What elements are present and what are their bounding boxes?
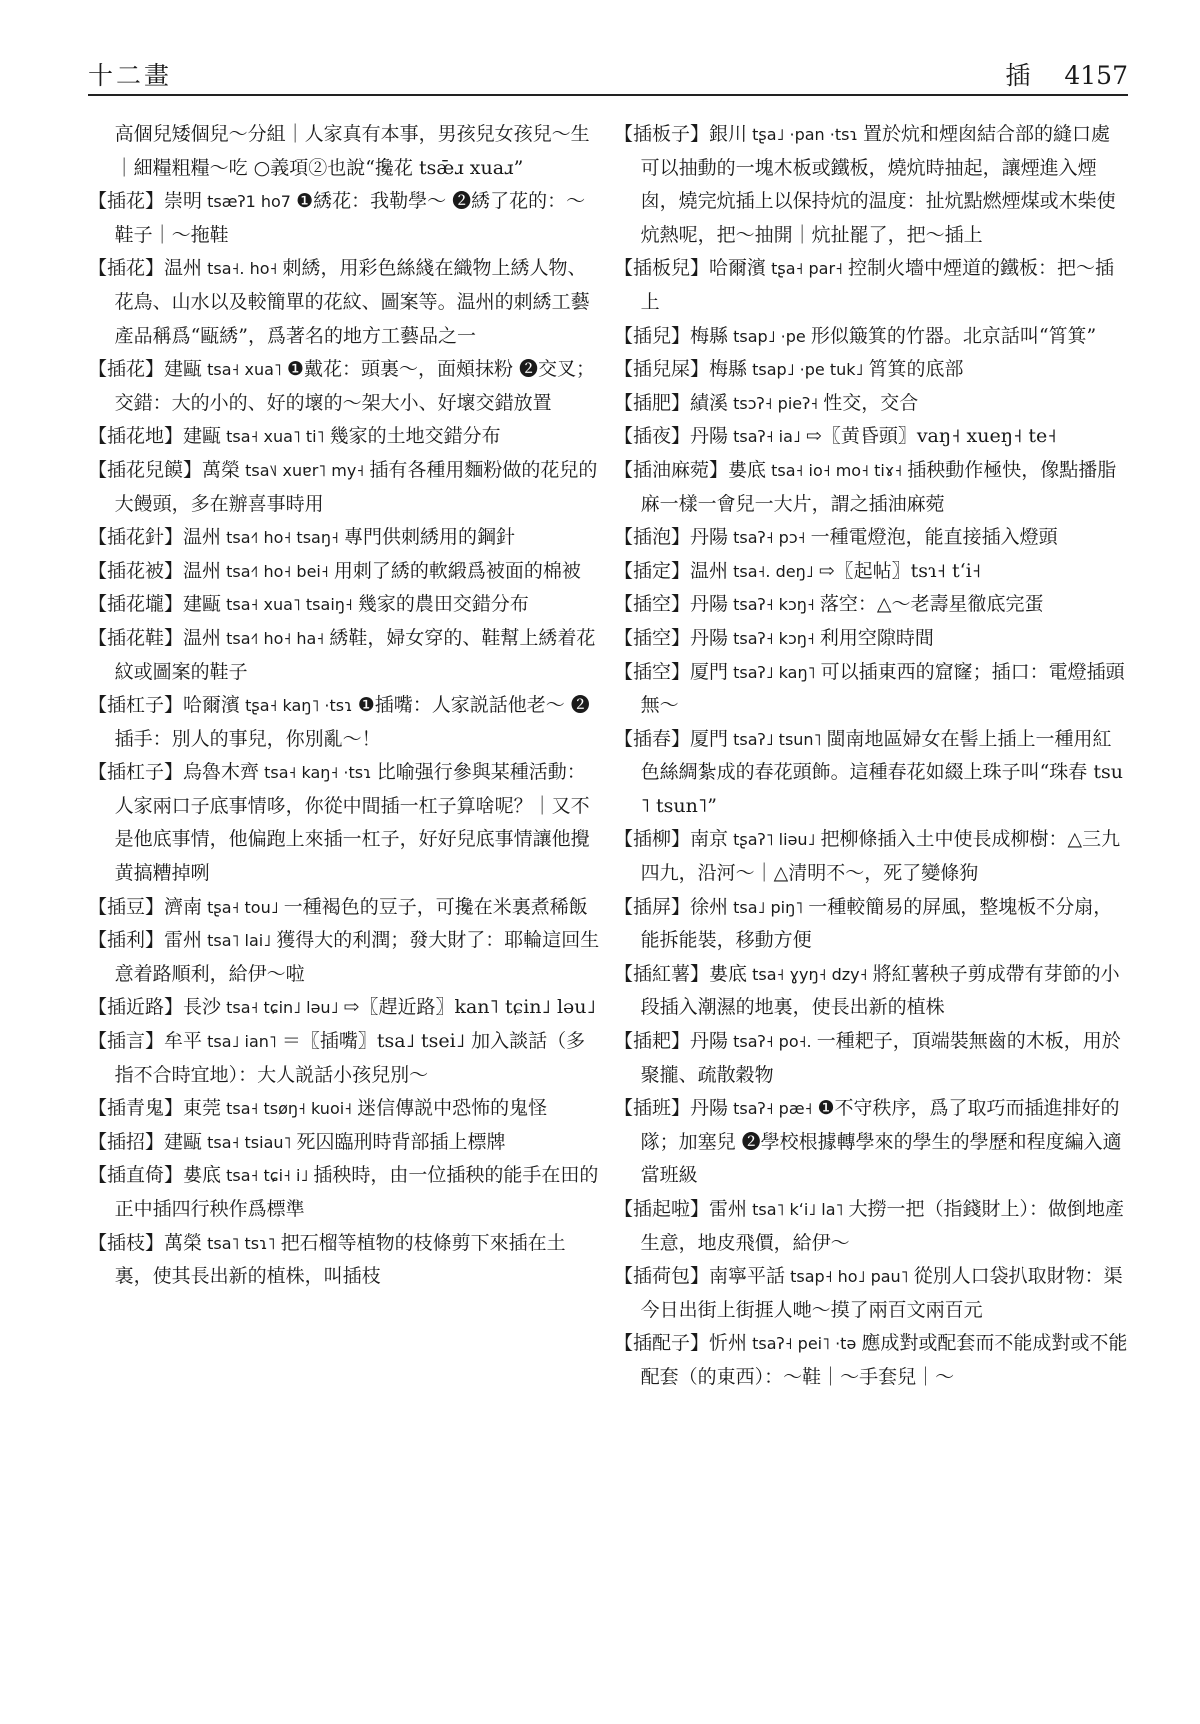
dictionary-entry xyxy=(614,588,1128,622)
phonetic: tsaʔ˧ kɔŋ˧ xyxy=(728,628,820,648)
dialect-location: 忻州 xyxy=(709,1332,748,1355)
dialect-location: 牟平 xyxy=(164,1030,203,1053)
phonetic: tʂa˩ ·pan ·tsɿ xyxy=(747,125,864,144)
dictionary-entry xyxy=(88,454,602,521)
phonetic: tsa˧ tɕi˧ i˩ xyxy=(221,1166,314,1186)
dictionary-entry xyxy=(614,958,1128,1025)
dialect-location: 婁底 xyxy=(728,458,767,481)
phonetic: tsap˩ ·pe tuk˩ xyxy=(747,360,869,380)
dictionary-entry xyxy=(614,891,1128,958)
definition: 大撈一把（指錢財上）：做倒地產生意，地皮飛價，給伊～ xyxy=(640,1198,1125,1254)
dictionary-entry xyxy=(88,353,602,420)
headword: 【插春】 xyxy=(614,727,691,750)
phonetic: tsaʔ˩ tsun˥ xyxy=(728,729,827,749)
headword: 【插空】 xyxy=(614,660,691,683)
phonetic: tsap˧ ho˩ pau˥ xyxy=(785,1267,914,1287)
entry-continuation: 高個兒矮個兒～分組｜人家真有本事，男孩兒女孩兒～生｜細糧粗糧～吃 ○義項②也說“攙花 tsǣɹ xuaɹ” xyxy=(114,123,590,179)
phonetic: tsa˧ xua˥ tsaiŋ˧ xyxy=(221,595,358,615)
dictionary-entry xyxy=(88,991,602,1025)
dialect-location: 濟南 xyxy=(164,895,203,918)
phonetic: tsa˥ lai˩ xyxy=(202,931,277,951)
dialect-location: 丹陽 xyxy=(690,1030,729,1053)
dictionary-entry xyxy=(614,656,1128,723)
phonetic: tsaʔ˧ pæ˧ xyxy=(728,1099,818,1119)
definition: 可以插東西的窟窿；插口：電燈插頭無～ xyxy=(640,660,1125,717)
dialect-location: 長沙 xyxy=(183,996,222,1019)
header-rule xyxy=(88,94,1128,96)
dictionary-entry xyxy=(614,454,1128,521)
headword: 【插兒】 xyxy=(614,324,691,347)
definition: ❶插嘴：人家説話他老～ ❷插手：別人的事兒，你別亂～！ xyxy=(114,694,590,750)
dialect-location: 績溪 xyxy=(690,391,729,414)
phonetic: tsaʔ˩ kaŋ˥ xyxy=(728,662,821,682)
headword: 【插板兒】 xyxy=(614,257,710,280)
definition: 形似簸箕的竹器。北京話叫“筲箕” xyxy=(810,324,1097,347)
phonetic: tsaʔ˧ ia˩ xyxy=(728,427,806,447)
definition: 控制火墻中煙道的鐵板：把～插上 xyxy=(640,257,1115,313)
page-number: 4157 xyxy=(1064,61,1128,90)
phonetic: tʂa˧ kaŋ˥ ·tsɿ xyxy=(240,696,358,716)
headword: 【插花被】 xyxy=(88,559,184,582)
dictionary-entry xyxy=(614,521,1128,555)
definition: 專門供刺綉用的鋼針 xyxy=(343,526,515,549)
dictionary-entry xyxy=(614,1260,1128,1327)
dictionary-entry xyxy=(614,1092,1128,1193)
definition: 一種電燈泡，能直接插入燈頭 xyxy=(810,526,1058,549)
dialect-location: 銀川 xyxy=(709,123,748,145)
headword: 【插杠子】 xyxy=(88,694,184,717)
headword: 【插花兒饃】 xyxy=(88,458,203,481)
dictionary-entry xyxy=(614,1193,1128,1260)
dictionary-entry xyxy=(614,353,1128,387)
right-column xyxy=(614,118,1128,1678)
dialect-location: 雷州 xyxy=(709,1198,748,1220)
definition: 一種耙子，頂端裝無齒的木板，用於聚攏、疏散穀物 xyxy=(640,1030,1121,1086)
definition: 把石榴等植物的枝條剪下來插在土裏，使其長出新的植株，叫插枝 xyxy=(114,1231,566,1288)
dictionary-entry xyxy=(614,622,1128,656)
headword: 【插青鬼】 xyxy=(88,1097,184,1120)
phonetic: tsa˩ ian˥ xyxy=(202,1032,282,1052)
headword: 【插兒屎】 xyxy=(614,358,710,381)
definition: 獲得大的利潤；發大財了：耶輪這回生意着路順利，給伊～啦 xyxy=(114,929,600,985)
definition: 一種褐色的豆子，可攙在米裏煮稀飯 xyxy=(283,895,588,918)
phonetic: tsa˧ io˧ mo˧ tiɤ˧ xyxy=(766,460,908,480)
dictionary-entry xyxy=(88,118,602,185)
dictionary-entry xyxy=(88,555,602,589)
dictionary-entry xyxy=(614,1025,1128,1092)
dialect-location: 温州 xyxy=(164,257,203,280)
headword: 【插言】 xyxy=(88,1030,165,1053)
headword: 【插花壠】 xyxy=(88,593,184,616)
definition: ❶戴花：頭裏～，面頰抹粉 ❷交叉；交錯：大的小的、好的壞的～架大小、好壞交錯放置 xyxy=(114,358,595,414)
dictionary-entry xyxy=(88,1159,602,1226)
phonetic: tsa˧ tsøŋ˧ kuoi˧ xyxy=(221,1099,358,1119)
dictionary-entry xyxy=(88,891,602,925)
dialect-location: 建甌 xyxy=(183,593,222,616)
dialect-location: 哈爾濱 xyxy=(183,694,241,717)
definition: 一種較簡易的屏風，整塊板不分扇，能拆能裝，移動方便 xyxy=(640,895,1113,952)
definition: ❶綉花：我勒學～ ❷綉了花的：～鞋子｜～拖鞋 xyxy=(114,190,586,246)
phonetic: tsa˥ tsɿ˥ xyxy=(202,1233,281,1253)
definition: 迷信傳説中恐怖的鬼怪 xyxy=(357,1097,548,1120)
dictionary-entry xyxy=(88,1092,602,1126)
dictionary-entry xyxy=(614,823,1128,890)
headword: 【插屏】 xyxy=(614,895,691,918)
dictionary-entry xyxy=(88,252,602,353)
headword: 【插夜】 xyxy=(614,425,691,448)
phonetic: tsa˧. ho˧ xyxy=(202,259,283,279)
phonetic: tsaʔ˧ kɔŋ˧ xyxy=(728,595,820,615)
headword: 【插油麻菀】 xyxy=(614,458,729,481)
dialect-location: 婁底 xyxy=(183,1164,222,1187)
dictionary-entry xyxy=(88,1227,602,1294)
dictionary-entry xyxy=(88,521,602,555)
dictionary-entry xyxy=(614,252,1128,319)
headword: 【插肥】 xyxy=(614,391,691,414)
dictionary-entry xyxy=(88,622,602,689)
phonetic: tsa˩ piŋ˥ xyxy=(728,897,809,917)
definition: 刺綉，用彩色絲綫在織物上綉人物、花鳥、山水以及較簡單的花紋、圖案等。温州的刺綉工藝產品稱爲“甌綉”，爲著名的地方工藝品之一 xyxy=(114,257,590,347)
dialect-location: 丹陽 xyxy=(690,593,729,616)
phonetic: tʂaʔ˥ liəu˩ xyxy=(728,830,821,850)
phonetic: tsa˧ xua˥ ti˥ xyxy=(221,427,330,447)
dictionary-entry xyxy=(88,924,602,991)
dialect-location: 丹陽 xyxy=(690,526,729,549)
dialect-location: 萬榮 xyxy=(164,1231,203,1254)
phonetic: tsa˧. deŋ˩ xyxy=(728,561,819,581)
definition: 將紅薯秧子剪成帶有芽節的小段插入潮濕的地裏，使長出新的植株 xyxy=(640,962,1120,1019)
definition: 置於炕和煙囱結合部的縫口處可以抽動的一塊木板或鐵板，燒炕時抽起，讓煙進入煙囱，燒完炕插上以保持炕的温度：扯炕點燃煙煤或木柴使炕熱呢，把～抽開｜炕扯罷了，把～插上 xyxy=(640,123,1116,246)
dialect-location: 温州 xyxy=(690,559,729,582)
definition: 比喻强行參與某種活動：人家兩口子底事情哆，你從中間插一杠子算啥呢？｜又不是他底事情，他偏跑上來插一杠子，好好兒底事情讓他攪黄搞糟掉咧 xyxy=(114,761,590,885)
headword: 【插空】 xyxy=(614,593,691,616)
phonetic: tsa˧ kaŋ˧ ·tsɿ xyxy=(259,763,377,783)
definition: ⇨〖起帖〗tsɿ˧ tʻi˧ xyxy=(818,559,982,582)
phonetic: tsa˧˥ ho˧ bei˧ xyxy=(221,561,334,581)
phonetic: tsaʔ˧ pɔ˧ xyxy=(728,528,811,548)
dictionary-entry xyxy=(614,723,1128,824)
definition: 插秧時，由一位插秧的能手在田的正中插四行秧作爲標準 xyxy=(114,1164,599,1220)
dictionary-entry xyxy=(88,1126,602,1160)
section-title: 十二畫 xyxy=(88,61,173,90)
dialect-location: 建甌 xyxy=(164,358,203,381)
dialect-location: 南京 xyxy=(690,828,729,851)
definition: 幾家的土地交錯分布 xyxy=(329,425,501,448)
phonetic: tsa˥˩ xuɐr˥ my˧ xyxy=(240,460,370,480)
definition: 綉鞋，婦女穿的、鞋幫上綉着花紋或圖案的鞋子 xyxy=(114,626,596,683)
headword: 【插枝】 xyxy=(88,1231,165,1254)
headword: 【插紅薯】 xyxy=(614,962,710,985)
dialect-location: 温州 xyxy=(183,526,222,549)
phonetic: tsa˧ tɕin˩ ləu˩ xyxy=(221,998,344,1018)
dialect-location: 崇明 xyxy=(164,190,203,213)
running-head xyxy=(1005,56,1128,92)
headword: 【插杠子】 xyxy=(88,761,184,784)
headword: 【插配子】 xyxy=(614,1332,710,1355)
headword: 【插荷包】 xyxy=(614,1265,710,1288)
dictionary-entry xyxy=(614,320,1128,354)
dialect-location: 丹陽 xyxy=(690,425,729,448)
headword: 【插花】 xyxy=(88,257,165,280)
dialect-location: 萬榮 xyxy=(202,458,241,481)
headword: 【插近路】 xyxy=(88,996,184,1019)
phonetic: tsaʔ˧ pei˥ ·tə xyxy=(747,1334,862,1354)
dialect-location: 雷州 xyxy=(164,929,203,952)
head-character: 插 xyxy=(1005,61,1031,90)
dictionary-entry xyxy=(88,1025,602,1092)
dialect-location: 建甌 xyxy=(164,1130,203,1153)
page-header xyxy=(88,52,1128,96)
definition: 插秧動作極快，像點播脂麻一樣一會兒一大片，謂之插油麻菀 xyxy=(640,458,1117,515)
definition: 把柳條插入土中使長成柳樹：△三九四九，沿河～｜△清明不～，死了變條狗 xyxy=(640,828,1121,885)
dictionary-entry xyxy=(614,420,1128,454)
phonetic: tsap˩ ·pe xyxy=(728,326,811,346)
left-column xyxy=(88,118,602,1678)
phonetic: tsaʔ˧ po˧. xyxy=(728,1032,817,1052)
dialect-location: 東莞 xyxy=(183,1097,222,1120)
definition: 從別人口袋扒取財物：渠今日出街上街捱人哋～摸了兩百文兩百元 xyxy=(640,1265,1123,1321)
dictionary-entry xyxy=(614,118,1128,252)
dictionary-entry xyxy=(88,588,602,622)
dialect-location: 南寧平話 xyxy=(709,1265,786,1288)
definition: 利用空隙時間 xyxy=(819,626,934,649)
phonetic: tsɔʔ˧ pieʔ˧ xyxy=(728,393,824,413)
dictionary-entry xyxy=(88,185,602,252)
dictionary-entry xyxy=(614,387,1128,421)
headword: 【插花】 xyxy=(88,358,165,381)
definition: ⇨〖黄昏頭〗vaŋ˧ xueŋ˧ te˧ xyxy=(805,425,1057,448)
dialect-location: 建甌 xyxy=(183,425,222,448)
phonetic: tsa˥ kʻi˩ la˥ xyxy=(747,1200,849,1219)
phonetic: tʂa˧ par˧ xyxy=(766,259,849,279)
headword: 【插耙】 xyxy=(614,1030,691,1053)
definition: 插有各種用麵粉做的花兒的大饅頭，多在辦喜事時用 xyxy=(114,458,598,515)
dialect-location: 婁底 xyxy=(709,962,748,985)
headword: 【插花針】 xyxy=(88,526,184,549)
dialect-location: 丹陽 xyxy=(690,1097,729,1120)
dialect-location: 烏魯木齊 xyxy=(183,761,260,784)
headword: 【插花鞋】 xyxy=(88,626,184,649)
headword: 【插班】 xyxy=(614,1097,691,1120)
dictionary-entry xyxy=(614,1327,1128,1394)
headword: 【插泡】 xyxy=(614,526,691,549)
definition: 用刺了綉的軟緞爲被面的棉被 xyxy=(333,559,581,582)
headword: 【插板子】 xyxy=(614,123,710,145)
definition: ＝〖插嘴〗tsa˩ tsei˩ 加入談話（多指不合時宜地）：大人説話小孩兒別～ xyxy=(114,1030,586,1086)
dictionary-entry xyxy=(88,756,602,890)
dictionary-entry xyxy=(614,555,1128,589)
headword: 【插利】 xyxy=(88,929,165,952)
phonetic: tʂa˧ tou˩ xyxy=(202,897,284,917)
definition: 應成對或配套而不能成對或不能配套（的東西）：～鞋｜～手套兒｜～ xyxy=(640,1332,1128,1388)
phonetic: tsa˧˥ ho˧ tsaŋ˧ xyxy=(221,528,344,548)
definition: 落空：△～老壽星徹底完蛋 xyxy=(819,593,1044,616)
dialect-location: 哈爾濱 xyxy=(709,257,767,280)
headword: 【插豆】 xyxy=(88,895,165,918)
definition: 筲箕的底部 xyxy=(868,358,964,381)
headword: 【插直倚】 xyxy=(88,1164,184,1187)
headword: 【插招】 xyxy=(88,1130,165,1153)
headword: 【插柳】 xyxy=(614,828,691,851)
dialect-location: 温州 xyxy=(183,559,222,582)
dialect-location: 梅縣 xyxy=(690,324,729,347)
dictionary-entry xyxy=(88,420,602,454)
phonetic: tsa˧˥ ho˧ ha˧ xyxy=(221,628,330,648)
headword: 【插起啦】 xyxy=(614,1198,710,1220)
dialect-location: 梅縣 xyxy=(709,358,748,381)
dictionary-entry xyxy=(88,689,602,756)
definition: 閩南地區婦女在髻上插上一種用紅色絲綢紮成的春花頭飾。這種春花如綴上珠子叫“珠春 tsu˥ tsun˥” xyxy=(640,727,1123,817)
phonetic: tsæʔ1 ho7 xyxy=(202,192,297,212)
phonetic: tsa˧ ɣyŋ˧ dzy˧ xyxy=(747,964,873,984)
phonetic: tsa˧ tsiau˥ xyxy=(202,1132,297,1152)
definition: ❶不守秩序，爲了取巧而插進排好的隊；加塞兒 ❷學校根據轉學來的學生的學歷和程度編入適當班級 xyxy=(640,1097,1122,1187)
definition: 幾家的農田交錯分布 xyxy=(357,593,529,616)
dialect-location: 厦門 xyxy=(690,727,729,750)
dialect-location: 温州 xyxy=(183,626,222,649)
dialect-location: 丹陽 xyxy=(690,626,729,649)
headword: 【插定】 xyxy=(614,559,691,582)
headword: 【插花】 xyxy=(88,190,165,213)
definition: ⇨〖趕近路〗kan˥ tɕin˩ ləu˩ xyxy=(343,996,596,1019)
definition: 死囚臨刑時背部插上標牌 xyxy=(296,1130,506,1153)
definition: 性交，交合 xyxy=(823,391,919,414)
headword: 【插花地】 xyxy=(88,425,184,448)
dialect-location: 厦門 xyxy=(690,660,729,683)
headword: 【插空】 xyxy=(614,626,691,649)
phonetic: tsa˧ xua˥ xyxy=(202,360,287,380)
dialect-location: 徐州 xyxy=(690,895,729,918)
